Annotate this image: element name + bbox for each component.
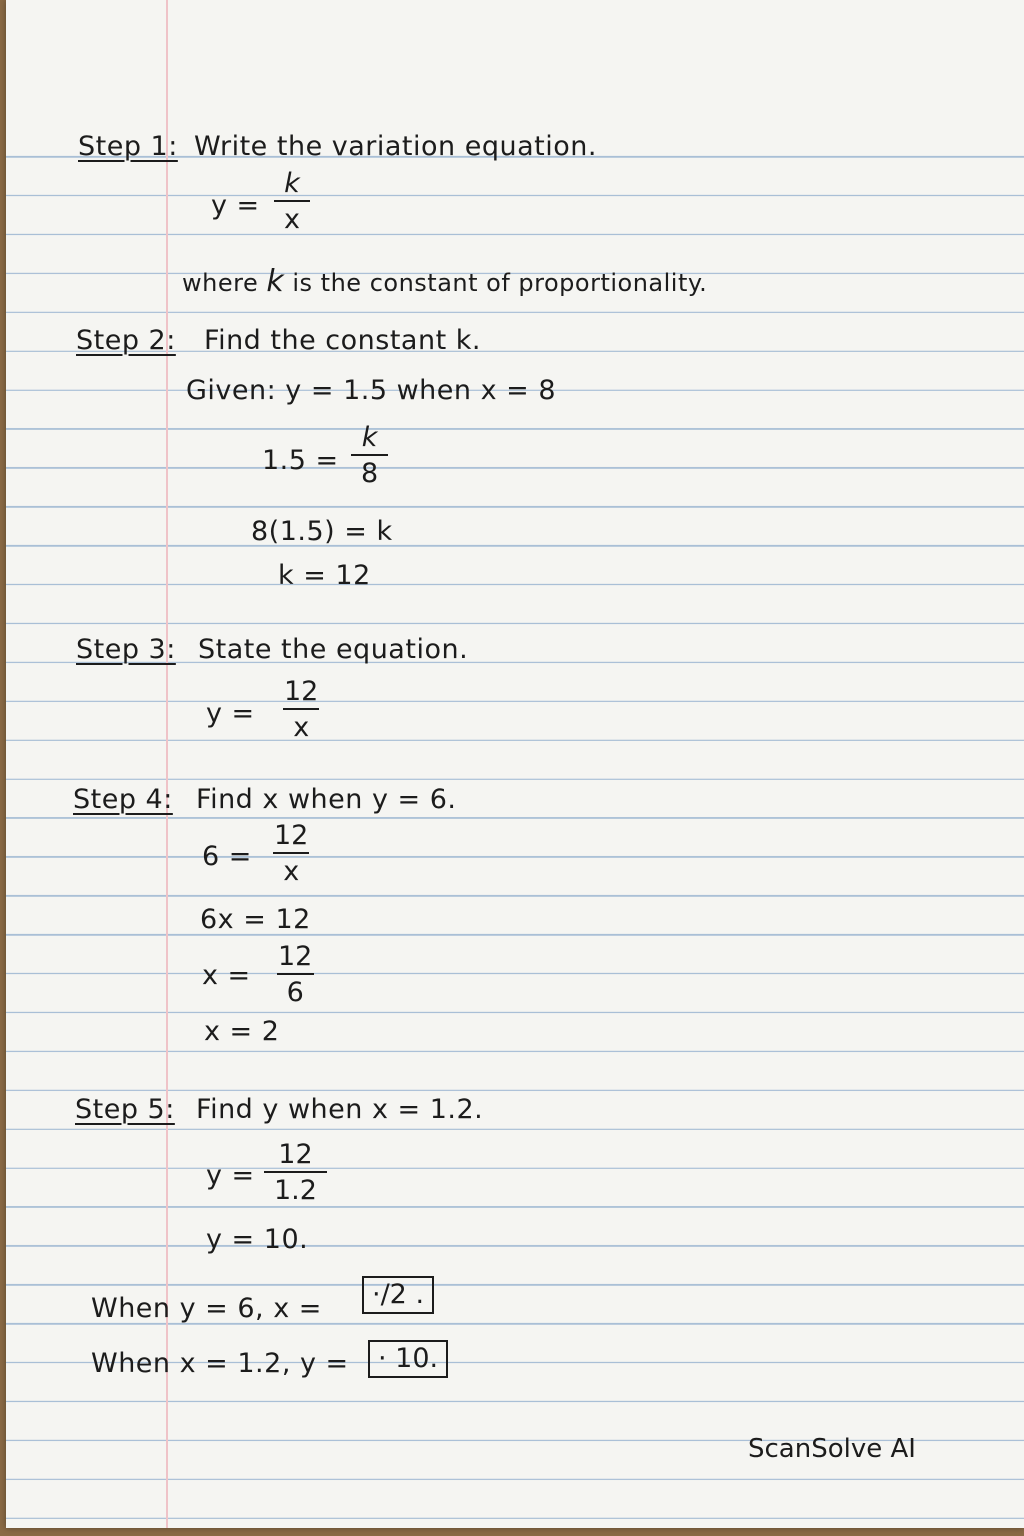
step5-eq1-numerator: 12: [278, 1139, 313, 1170]
step2-eq1-lhs: 1.5 =: [262, 445, 339, 476]
step2-text: Find the constant k.: [204, 325, 481, 356]
step2-given: Given: y = 1.5 when x = 8: [186, 375, 557, 406]
step3-fraction: [274, 678, 328, 741]
step5-eq1-fraction: [264, 1141, 327, 1204]
step1-note: [182, 264, 708, 299]
step4-eq2: 6x = 12: [200, 904, 311, 935]
step1-frac-numerator: k: [284, 168, 300, 199]
step5-label: Step 5:: [75, 1094, 175, 1125]
step4-eq3-denominator: 6: [277, 973, 314, 1006]
step1-frac-denominator: x: [274, 200, 310, 233]
step3-text: State the equation.: [198, 634, 469, 665]
step4-label: Step 4:: [73, 784, 173, 815]
step2-eq1-numerator: k: [361, 422, 378, 453]
watermark: ScanSolve AI: [748, 1434, 916, 1464]
step4-eq1-lhs: 6 =: [202, 841, 252, 872]
step4-eq3-lhs: x =: [202, 960, 251, 991]
step2-eq1-fraction: [351, 424, 388, 487]
step5-eq1-lhs: y =: [206, 1160, 255, 1191]
step4-eq1-fraction: [264, 822, 318, 885]
step4-eq4: x = 2: [204, 1016, 280, 1047]
step3-eq-lhs: y =: [206, 698, 255, 729]
step1-note-b: is the constant of proportionality.: [292, 269, 708, 297]
notebook-page: [6, 0, 1024, 1528]
step1-label: Step 1:: [78, 131, 178, 162]
step2-eq3: k = 12: [278, 560, 371, 591]
step1-note-a: where: [182, 269, 259, 297]
step3-label: Step 3:: [76, 634, 176, 665]
step1-eq-lhs: y =: [211, 190, 260, 221]
step1-text: Write the variation equation.: [194, 131, 597, 162]
step2-label: Step 2:: [76, 325, 176, 356]
answer2-text: When x = 1.2, y =: [91, 1348, 349, 1379]
answer1-text: When y = 6, x =: [91, 1293, 322, 1324]
step2-eq2: 8(1.5) = k: [251, 516, 393, 547]
step1-fraction: [274, 170, 310, 233]
step3-frac-numerator: 12: [284, 676, 319, 707]
step5-text: Find y when x = 1.2.: [196, 1094, 484, 1125]
step5-eq1-denominator: 1.2: [264, 1171, 327, 1204]
step3-frac-denominator: x: [283, 708, 319, 741]
step4-eq1-numerator: 12: [274, 820, 309, 851]
step4-eq3-numerator: 12: [278, 941, 313, 972]
answer1-box: ·/2 .: [362, 1276, 434, 1314]
step4-eq3-fraction: [268, 943, 322, 1006]
step5-eq2: y = 10.: [206, 1224, 309, 1255]
step2-eq1-denominator: 8: [351, 454, 388, 487]
answer2-box: · 10.: [368, 1340, 448, 1378]
step1-note-k: k: [266, 264, 285, 299]
step4-text: Find x when y = 6.: [196, 784, 457, 815]
step4-eq1-denominator: x: [273, 852, 309, 885]
